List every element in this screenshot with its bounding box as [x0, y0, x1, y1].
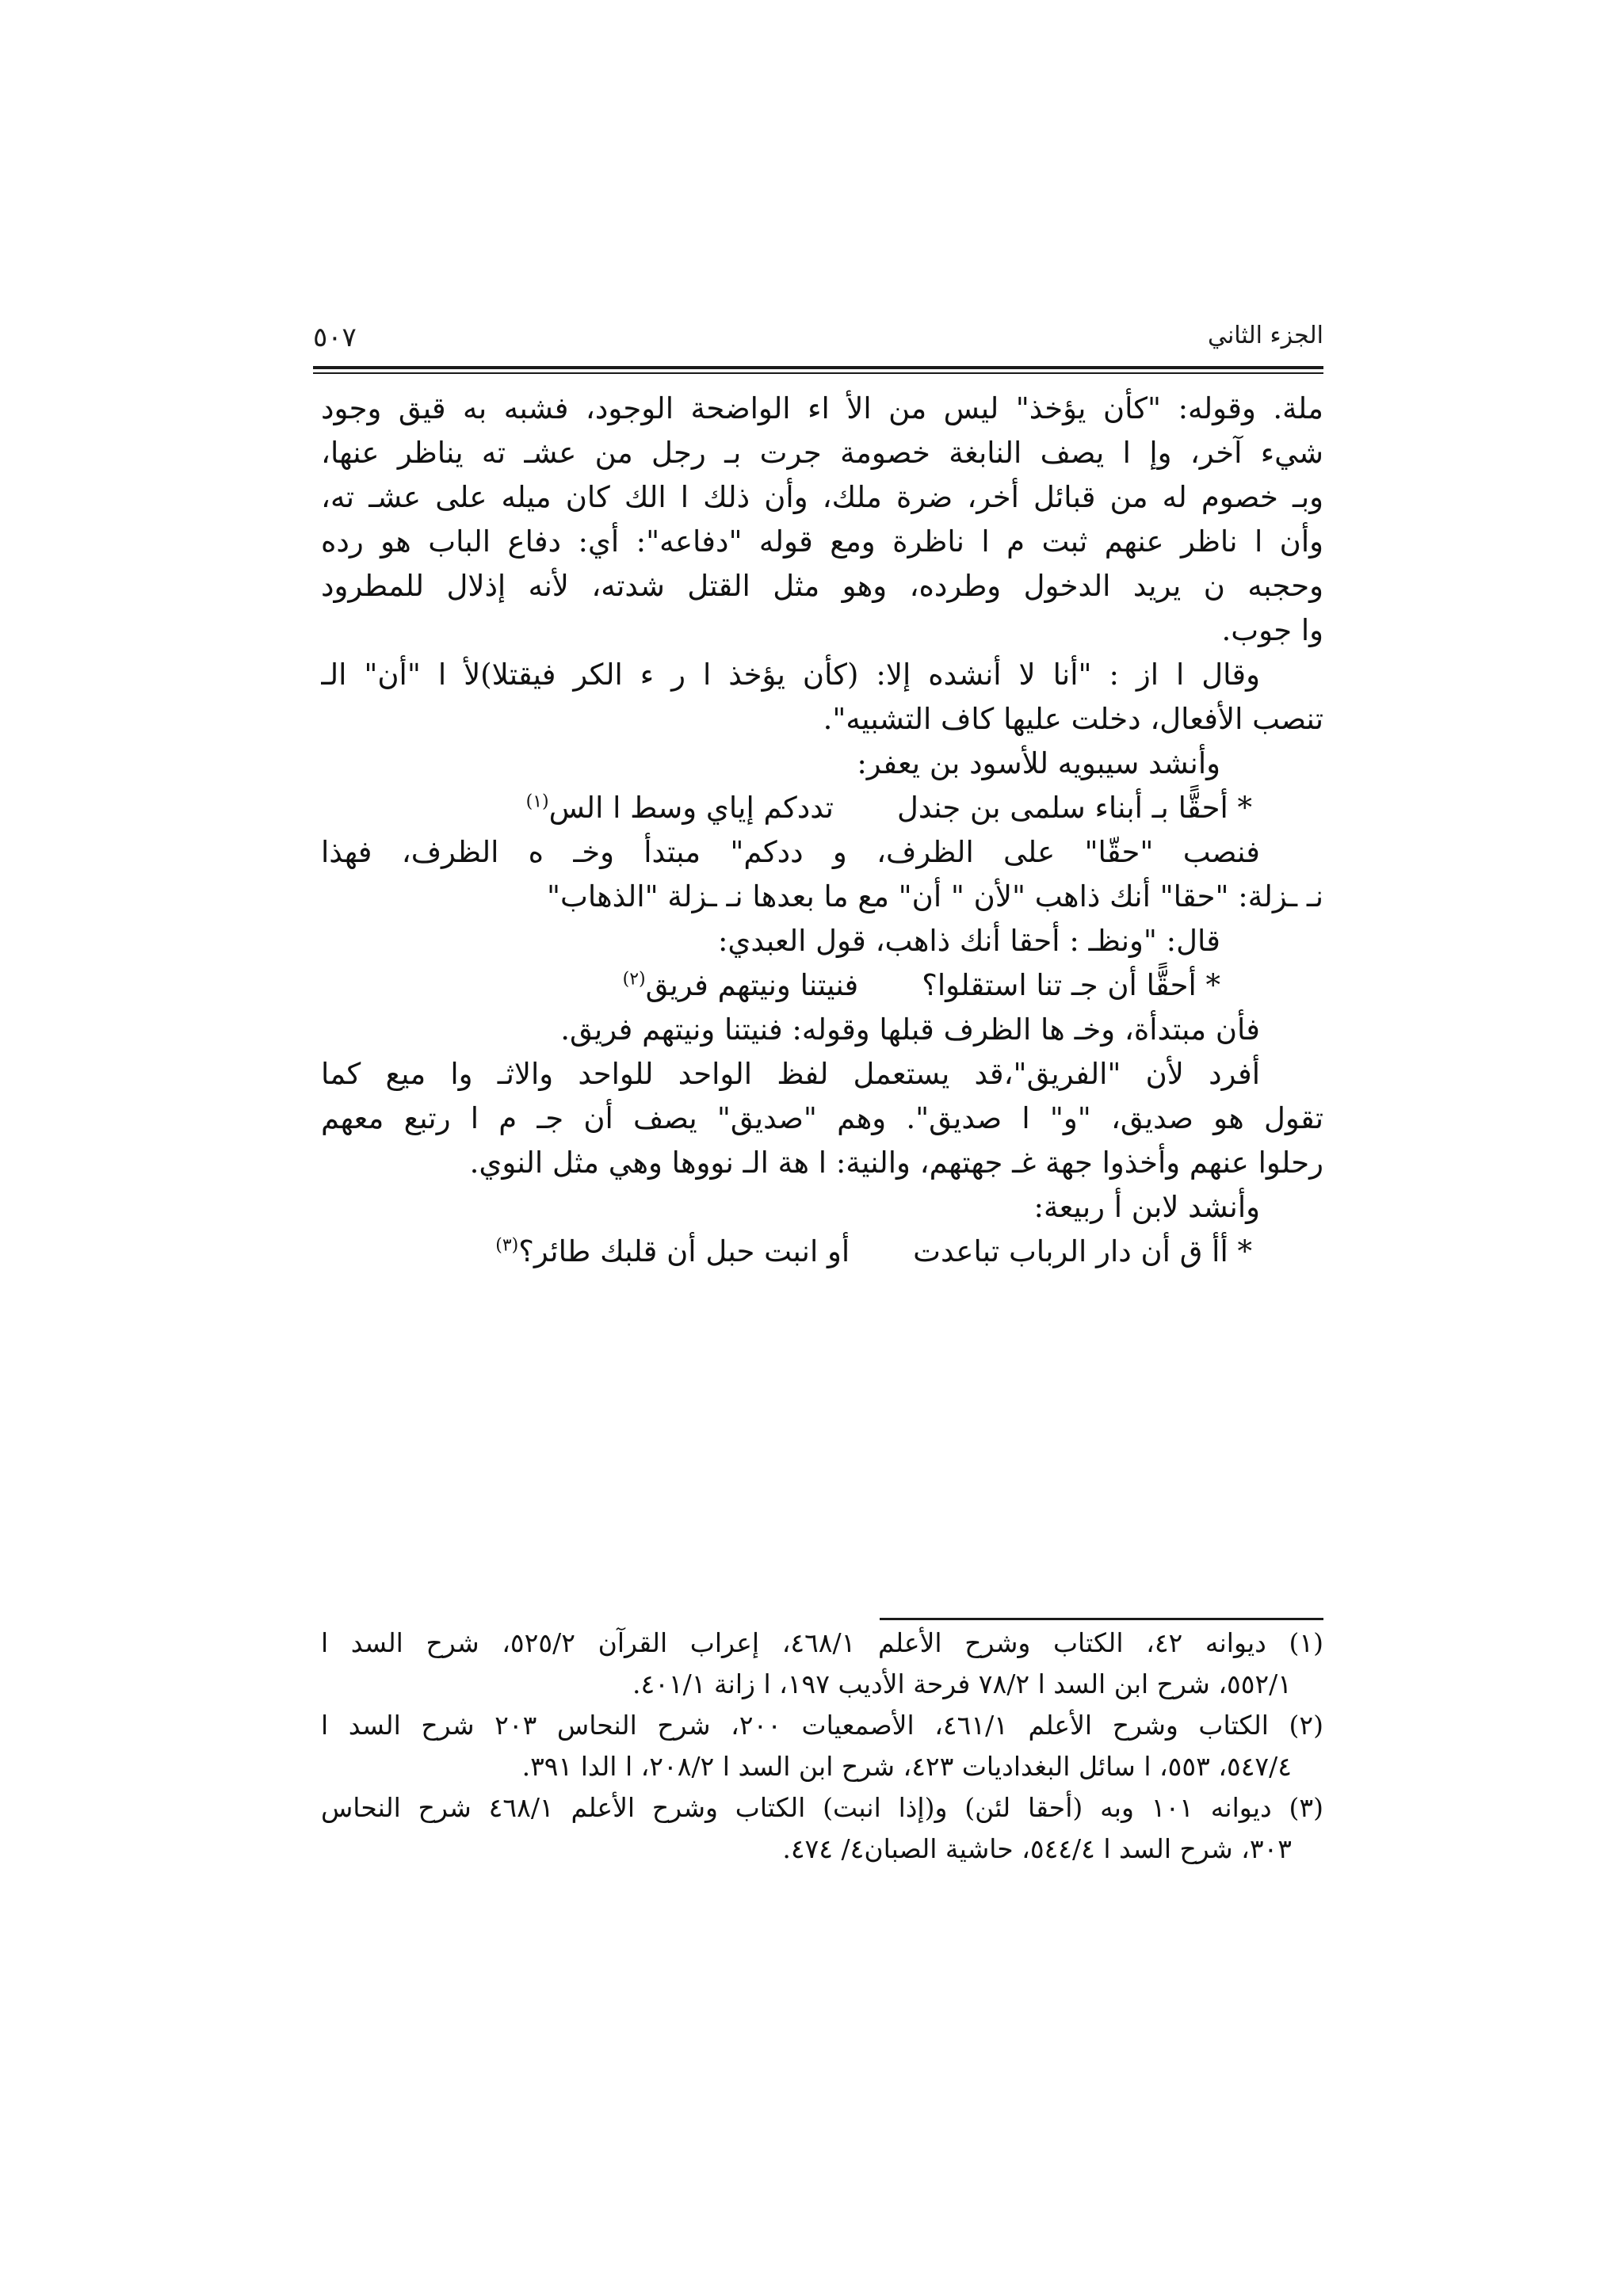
footnote-line: ٥٤٧/٤، ٥٥٣، ا سائل البغداديات ٤٢٣، شرح ابن السد ا ٢٠٨/٢، ا الدا ٣٩١.	[521, 1751, 1292, 1782]
text-line: وأن ا ناظر عنهم ثبت م ا ناظرة ومع قوله "دفاعه": أي: دفاع الباب هو رده	[321, 524, 1323, 559]
text-line: وحجبه ن يريد الدخول وطرده، وهو مثل القتل شدته، لأنه إذلال للمطرود	[321, 569, 1323, 603]
text-line: تقول هو صديق، "و" ا صديق". وهم "صديق" يصف أن جـ م ا رتبع معهم	[321, 1101, 1323, 1135]
text-line: رحلوا عنهم وأخذوا جهة غـ جهتهم، والنية: ا هة الـ نووها وهي مثل النوي.	[469, 1146, 1323, 1180]
footnote-separator	[880, 1618, 1323, 1620]
footnote-line: (٣) ديوانه ١٠١ وبه (أحقا لئن) و(إذا انبت) الكتاب وشرح الأعلم ٤٦٨/١ شرح النحاس	[321, 1792, 1323, 1823]
verse-hemistich-2: فنيتنا ونيتهم فريق	[645, 968, 859, 1002]
verse-hemistich-1: أحقًّا أن جـ تنا استقلوا؟	[922, 968, 1197, 1002]
footnote-line: (٢) الكتاب وشرح الأعلم ٤٦١/١، الأصمعيات ٢٠٠، شرح النحاس ٢٠٣ شرح السد ا	[321, 1710, 1323, 1741]
verse-hemistich-2: أو انبت حبل أن قلبك طائر؟	[518, 1234, 850, 1268]
running-head-part: الجزء الثاني	[1207, 322, 1323, 349]
text-line: فأن مبتدأة، وخـ ها الظرف قبلها وقوله: فنيتنا ونيتهم فريق.	[560, 1013, 1260, 1047]
text-line: وأنشد سيبويه للأسود بن يعفر:	[857, 746, 1220, 780]
text-line: أفرد لأن "الفريق"،قد يستعمل لفظ الواحد للواحد والاثـ وا ميع كما	[321, 1057, 1260, 1091]
text-line: وبـ خصوم له من قبائل أخر، ضرة ملك، وأن ذلك ا الك كان ميله على عشـ ته،	[321, 480, 1323, 514]
verse-marker: *	[1205, 968, 1220, 1002]
verse-hemistich-1: أأ ق أن دار الرباب تباعدت	[913, 1234, 1228, 1268]
footnote-ref: (٢)	[622, 969, 646, 990]
verse-marker: *	[1237, 791, 1252, 825]
main-text	[321, 387, 1323, 1274]
footnote-line: (١) ديوانه ٤٢، الكتاب وشرح الأعلم ٤٦٨/١، إعراب القرآن ٥٢٥/٢، شرح السد ا	[321, 1627, 1323, 1658]
text-line: وا جوب.	[1221, 613, 1323, 647]
page-number: ٥٠٧	[313, 322, 357, 353]
verse-line	[321, 786, 1323, 830]
text-line: فنصب "حقّا" على الظرف، و ددكم" مبتدأ وخـ ه الظرف، فهذا	[321, 835, 1260, 869]
header-rule-thick	[313, 366, 1323, 369]
text-line: تنصب الأفعال، دخلت عليها كاف التشبيه".	[823, 702, 1323, 736]
footnotes	[321, 1623, 1323, 1870]
verse-marker: *	[1237, 1234, 1252, 1268]
text-line: وقال ا از : "أنا لا أنشده إلا: (كأن يؤخذ ا ر ء الكر فيقتلا)لأ ا "أن" الـ	[321, 658, 1260, 692]
verse-line	[321, 963, 1323, 1008]
footnote-ref: (٣)	[495, 1235, 519, 1256]
footnote-line: ٥٥٢/١، شرح ابن السد ا ٧٨/٢ فرحة الأديب ١٩٧، ا زانة ٤٠١/١.	[632, 1669, 1292, 1699]
text-line: ملة. وقوله: "كأن يؤخذ" ليس من الأ اء الواضحة الوجود، فشبه به قيق وجود	[321, 391, 1323, 425]
verse-line	[321, 1230, 1323, 1274]
footnote-ref: (١)	[525, 791, 549, 812]
page-header	[313, 317, 1323, 364]
verse-hemistich-1: أحقًّا بـ أبناء سلمى بن جندل	[896, 791, 1228, 825]
footnote-line: ٣٠٣، شرح السد ا ٥٤٤/٤، حاشية الصبان٤/ ٤٧٤.	[782, 1833, 1292, 1864]
text-line: وأنشد لابن أ ربيعة:	[1033, 1190, 1260, 1224]
verse-hemistich-2: تددكم إياي وسط ا الس	[548, 791, 834, 825]
text-line: شيء آخر، وإ ا يصف النابغة خصومة جرت بـ رجل من عشـ ته يناظر عنها،	[321, 436, 1323, 470]
text-line: قال: "ونظـ : أحقا أنك ذاهب، قول العبدي:	[717, 924, 1220, 958]
text-line: نـ ـزلة: "حقا" أنك ذاهب "لأن " أن" مع ما بعدها نـ ـزلة "الذهاب"	[547, 879, 1323, 913]
header-rule-thin	[313, 372, 1323, 374]
